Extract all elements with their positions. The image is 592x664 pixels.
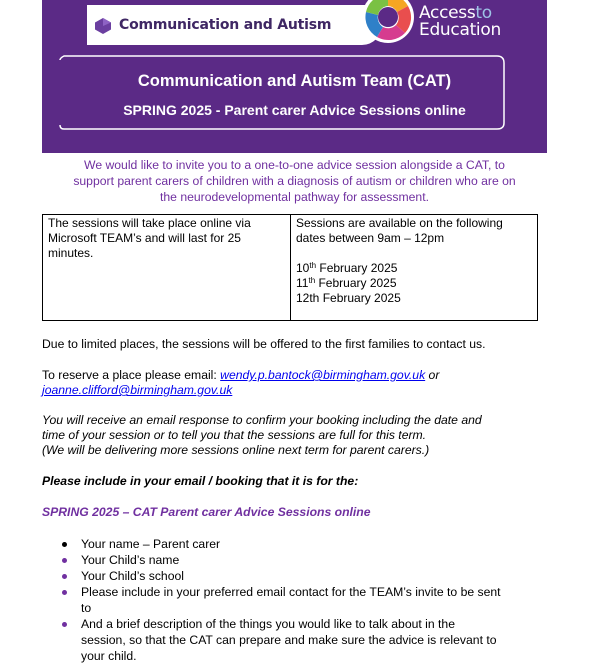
session-date: 12th February 2025 bbox=[296, 291, 401, 305]
response-line: time of your session or to tell you that the sessions are full for this term. bbox=[42, 428, 427, 442]
list-item: Please include in your preferred email contact for the TEAM’s invite to be sent to bbox=[62, 584, 542, 616]
page-title: Communication and Autism Team (CAT) bbox=[137, 72, 452, 90]
bullet-dot-icon bbox=[62, 590, 67, 595]
cell-line: dates between 9am – 12pm bbox=[296, 231, 445, 245]
access-to-education-logo-text bbox=[419, 5, 501, 39]
response-paragraph bbox=[42, 413, 547, 458]
bullet-dot-icon bbox=[62, 574, 67, 579]
email-link-joanne[interactable]: joanne.clifford@birmingham.gov.uk bbox=[42, 383, 233, 397]
reserve-prefix: To reserve a place please email: bbox=[42, 368, 221, 382]
header-banner bbox=[42, 0, 547, 153]
session-dates-cell bbox=[291, 215, 537, 320]
access-to-education-logo-icon bbox=[361, 0, 415, 44]
logo-word-access: Access bbox=[419, 3, 476, 23]
intro-line: We would like to invite you to a one-to-one advice session alongside a CAT, to bbox=[84, 158, 505, 172]
team-logo-pill bbox=[87, 5, 382, 45]
intro-paragraph bbox=[42, 157, 547, 205]
gem-icon bbox=[95, 18, 111, 34]
intro-line: the neurodevelopmental pathway for assessment. bbox=[160, 190, 429, 204]
session-date: 11th February 2025 bbox=[296, 276, 397, 290]
limited-places-text: Due to limited places, the sessions will be offered to the first families to contact us. bbox=[42, 337, 486, 351]
cell-line: Sessions are available on the following bbox=[296, 216, 503, 230]
list-item: Your Child’s school bbox=[62, 568, 542, 584]
intro-line: support parent carers of children with a diagnosis of autism or children who are on bbox=[73, 174, 516, 188]
bullet-dot-icon bbox=[62, 622, 67, 627]
list-item: Your Child’s name bbox=[62, 552, 542, 568]
page-subtitle: SPRING 2025 - Parent carer Advice Sessions online bbox=[123, 102, 466, 118]
spring-heading: SPRING 2025 – CAT Parent carer Advice Sessions online bbox=[42, 505, 371, 519]
cell-line: minutes. bbox=[48, 246, 94, 260]
reserve-paragraph bbox=[42, 368, 547, 398]
reserve-or: or bbox=[425, 368, 440, 382]
booking-requirements-list bbox=[62, 536, 542, 664]
response-line: (We will be delivering more sessions online next term for parent carers.) bbox=[42, 443, 430, 457]
session-date: 10th February 2025 bbox=[296, 261, 398, 275]
list-item: Your name – Parent carer bbox=[62, 536, 542, 552]
email-link-wendy[interactable]: wendy.p.bantock@birmingham.gov.uk bbox=[220, 368, 426, 382]
logo-word-to: to bbox=[475, 3, 492, 23]
cell-line: The sessions will take place online via bbox=[48, 216, 251, 230]
list-item: And a brief description of the things you would like to talk about in the session, so that the CAT can prepare and make sure the advice is relevant to your child. bbox=[62, 616, 542, 664]
team-logo-text: Communication and Autism bbox=[119, 17, 332, 33]
bullet-dot-icon bbox=[62, 558, 67, 563]
include-heading: Please include in your email / booking that it is for the: bbox=[42, 474, 359, 488]
cell-line: Microsoft TEAM’s and will last for 25 bbox=[48, 231, 241, 245]
bullet-dot-icon bbox=[62, 542, 67, 547]
session-info-table bbox=[42, 214, 538, 321]
session-format-cell bbox=[43, 215, 291, 320]
logo-word-education: Education bbox=[419, 20, 501, 40]
response-line: You will receive an email response to confirm your booking including the date and bbox=[42, 413, 482, 427]
